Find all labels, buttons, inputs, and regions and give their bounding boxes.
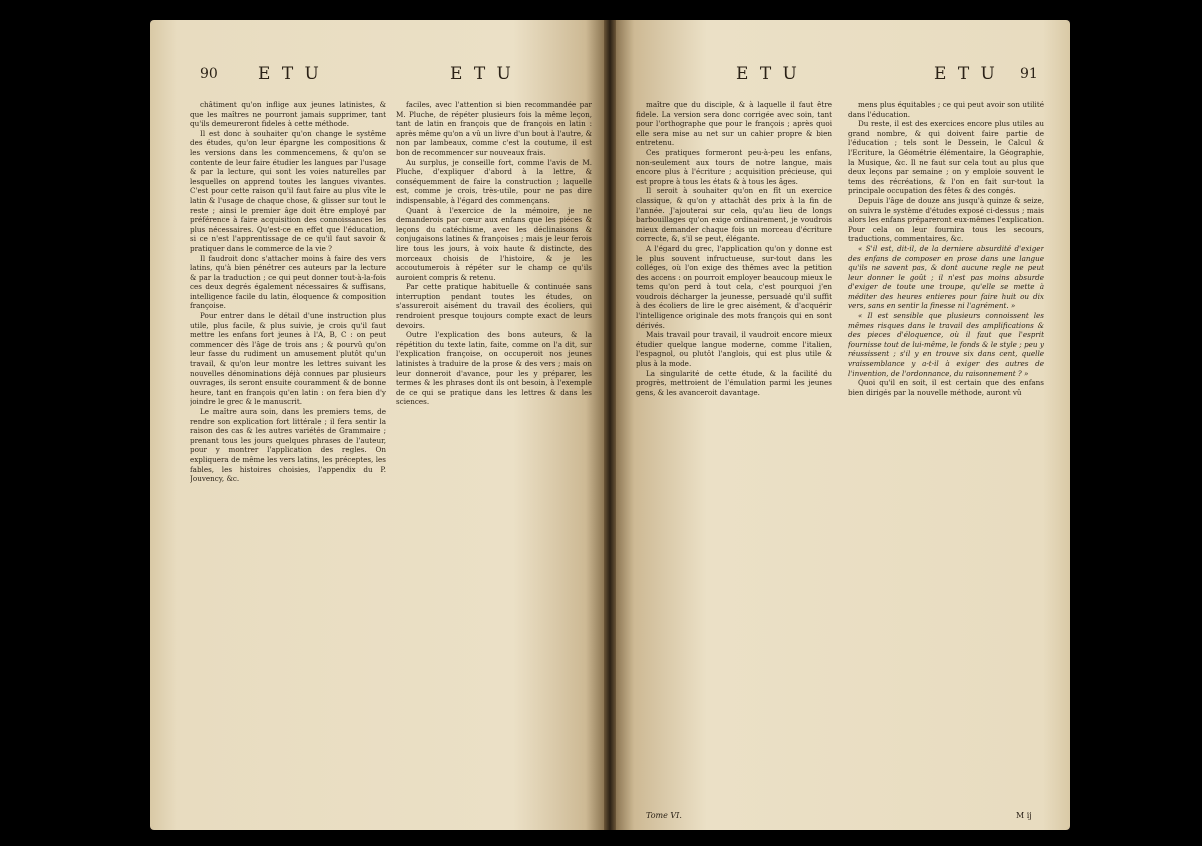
right-page-header: [616, 64, 1070, 90]
open-book: [150, 20, 1070, 830]
left-page-text: [190, 100, 602, 810]
left-page-header: [150, 64, 604, 90]
paragraph: Il faudroit donc s'attacher moins à faire des vers latins, qu'à bien pénétrer ces auteurs par la lecture & par la traduction ; ce qui peut donner tout-à-la-fois ces deux degrés également nécessaires & suffisans, intelligence facile du latin, éloquence & composition françoise.: [190, 253, 386, 311]
paragraph: Il est donc à souhaiter qu'on change le systême des études, qu'on leur épargne les compositions & les versions dans les commencemens, & qu'on se contente de leur faire étudier les langues par l'usage & par la lecture, qui sont les voies naturelles par lesquelles on apprend toutes les langues vivantes. C'est pour cette raison qu'il faut faire au plus vîte le latin & l'usage de chaque chose, & glisser sur tout le reste ; ainsi le premier âge doit être employé par préférence à faire acquisition des connoissances les plus nécessaires. Qu'est-ce en effet que l'éducation, si ce n'est l'apprentissage de ce qu'il faut savoir & pratiquer dans le commerce de la vie ?: [190, 128, 386, 253]
right-page-text: [636, 100, 1050, 810]
paragraph: Il seroit à souhaiter qu'on en fît un exercice classique, & qu'on y attachât des prix à la fin de l'année. J'ajouterai sur cela, qu'au lieu de longs barbouillages qu'on exige ordinairement, je voudrois mieux demander chaque fois un morceau d'écriture correcte, &, s'il se peut, élégante.: [636, 186, 832, 244]
signature-mark: M ij: [1016, 811, 1032, 820]
right-page: [616, 20, 1070, 830]
running-head-right: E T U: [450, 64, 514, 84]
left-page: [150, 20, 604, 830]
paragraph: mens plus équitables ; ce qui peut avoir son utilité dans l'éducation.: [848, 100, 1044, 119]
paragraph: La singularité de cette étude, & la facilité du progrès, mettroient de l'émulation parmi les jeunes gens, & les avanceroit davantage.: [636, 368, 832, 397]
book-gutter: [604, 20, 616, 830]
text-column-2: [848, 100, 1044, 810]
text-column-1: [190, 100, 386, 810]
page-number: 90: [200, 66, 218, 82]
page-number: 91: [1020, 66, 1038, 82]
paragraph: Outre l'explication des bons auteurs, & la répétition du texte latin, faite, comme on l'a dit, sur l'explication françoise, on occuperoit nos jeunes latinistes à traduire de la prose & des vers ; mais on leur donneroit d'avance, pour les y préparer, les termes & les phrases dont ils ont besoin, à l'exemple de ce qui se pratique dans les lettres & dans les sciences.: [396, 330, 592, 407]
paragraph: Quant à l'exercice de la mémoire, je ne demanderois par cœur aux enfans que les piéces & leçons du catéchisme, avec les déclinaisons & conjugaisons latines & françoises ; mais je leur ferois lire tous les jours, à voix haute & distincte, des morceaux choisis de l'histoire, & je les accoutumerois à répéter sur le champ ce qu'ils auroient compris & retenu.: [396, 205, 592, 282]
text-column-2: [396, 100, 592, 810]
paragraph: maître que du disciple, & à laquelle il faut être fidele. La version sera donc corrigée avec soin, tant pour l'orthographe que pour le françois ; après quoi elle sera mise au net sur un cahier propre & bien entretenu.: [636, 100, 832, 148]
paragraph: châtiment qu'on inflige aux jeunes latinistes, & que les maîtres ne pourront jamais supprimer, tant qu'ils demeureront fideles à cette méthode.: [190, 100, 386, 129]
text-column-1: [636, 100, 832, 810]
running-head-left: E T U: [736, 64, 800, 84]
paragraph: Du reste, il est des exercices encore plus utiles au grand nombre, & qui doivent faire partie de l'éducation ; tels sont le Dessein, le Calcul & l'Ecriture, la Géométrie élémentaire, la Géographie, la Musique, &c. Il ne faut sur cela tout au plus que deux leçons par semaine ; on y emploie souvent le tems des récréations, & l'on en fait sur-tout la principale occupation des fêtes & des congés.: [848, 119, 1044, 196]
paragraph: Mais travail pour travail, il vaudroit encore mieux étudier quelque langue moderne, comme l'italien, l'espagnol, ou plutôt l'anglois, qui est plus utile & plus à la mode.: [636, 330, 832, 369]
running-head-left: E T U: [258, 64, 322, 84]
running-head-right: E T U: [934, 64, 998, 84]
paragraph: faciles, avec l'attention si bien recommandée par M. Pluche, de répéter plusieurs fois la même leçon, tant de latin en françois que de françois en latin : après même qu'on a vû un livre d'un bout à l'autre, & non par lambeaux, comme c'est la coutume, il est bon de recommencer sur nouveaux frais.: [396, 100, 592, 157]
volume-footer: Tome VI.: [646, 811, 682, 820]
paragraph: Par cette pratique habituelle & continuée sans interruption pendant toutes les études, on s'assureroit aisément du travail des écoliers, qui rendroient presque toujours compte exact de leurs devoirs.: [396, 282, 592, 330]
quotation-paragraph: « S'il est, dit-il, de la derniere absurdité d'exiger des enfans de composer en prose dans une langue qu'ils ne savent pas, & dont aucune regle ne peut leur donner le goût ; il n'est pas moins absurde d'exiger de toute une troupe, qu'elle se mette à méditer des heures entieres pour faire huit ou dix vers, sans en sentir la finesse ni l'agrément. »: [848, 243, 1044, 311]
quotation-paragraph: « Il est sensible que plusieurs connoissent les mêmes risques dans le travail des amplifications & des pieces d'éloquence, où il faut que l'esprit fournisse tout de lui-même, le fonds & le style ; peu y réussissent ; s'il y en trouve six dans cent, quelle vraissemblance y a-t-il à exiger des autres de l'invention, de l'ordonnance, du raisonnement ? »: [848, 311, 1044, 378]
paragraph: Pour entrer dans le détail d'une instruction plus utile, plus facile, & plus suivie, je crois qu'il faut mettre les enfans fort jeunes à l'A, B, C : on peut commencer dès l'âge de trois ans ; & pourvû qu'on leur fasse du rudiment un amusement plutôt qu'un travail, & qu'on leur montre les lettres suivant les nouvelles dénominations déjà connues par plusieurs ouvrages, ils seront ensuite couramment & de bonne heure, tant en françois qu'en latin : on fera bien d'y joindre le grec & le manuscrit.: [190, 311, 386, 407]
paragraph: Quoi qu'il en soit, il est certain que des enfans bien dirigés par la nouvelle méthode, auront vû: [848, 378, 1044, 397]
paragraph: A l'égard du grec, l'application qu'on y donne est le plus souvent infructueuse, sur-tout dans les colléges, où l'on exige des thêmes avec la petition des accens : on pourroit employer beaucoup mieux le tems qu'on perd à tout cela, c'est pourquoi j'en voudrois décharger la jeunesse, persuadé qu'il suffit à des écoliers de lire le grec aisément, & d'acquérir l'intelligence originale des mots françois qui en sont dérivés.: [636, 243, 832, 330]
paragraph: Au surplus, je conseille fort, comme l'avis de M. Pluche, d'expliquer d'abord à la lettre, & conséquemment de faire la construction ; laquelle est, comme je crois, très-utile, pour ne pas dire indispensable, à l'égard des commençans.: [396, 157, 592, 205]
paragraph: Ces pratiques formeront peu-à-peu les enfans, non-seulement aux tours de notre langue, mais encore plus à l'écriture ; acquisition précieuse, qui est propre à tous les états & à tous les âges.: [636, 147, 832, 186]
paragraph: Depuis l'âge de douze ans jusqu'à quinze & seize, on suivra le système d'études exposé ci-dessus ; mais alors les enfans prépareront eux-mêmes l'explication. Pour cela on leur fournira tous les secours, traductions, commentaires, &c.: [848, 195, 1044, 244]
paragraph: Le maître aura soin, dans les premiers tems, de rendre son explication fort littérale ; il fera sentir la raison des cas & les autres variétés de Grammaire ; prenant tous les jours quelques phrases de l'auteur, pour y montrer l'application des regles. On expliquera de même les vers latins, les préceptes, les fables, les histoires choisies, l'appendix du P. Jouvency, &c.: [190, 407, 386, 484]
